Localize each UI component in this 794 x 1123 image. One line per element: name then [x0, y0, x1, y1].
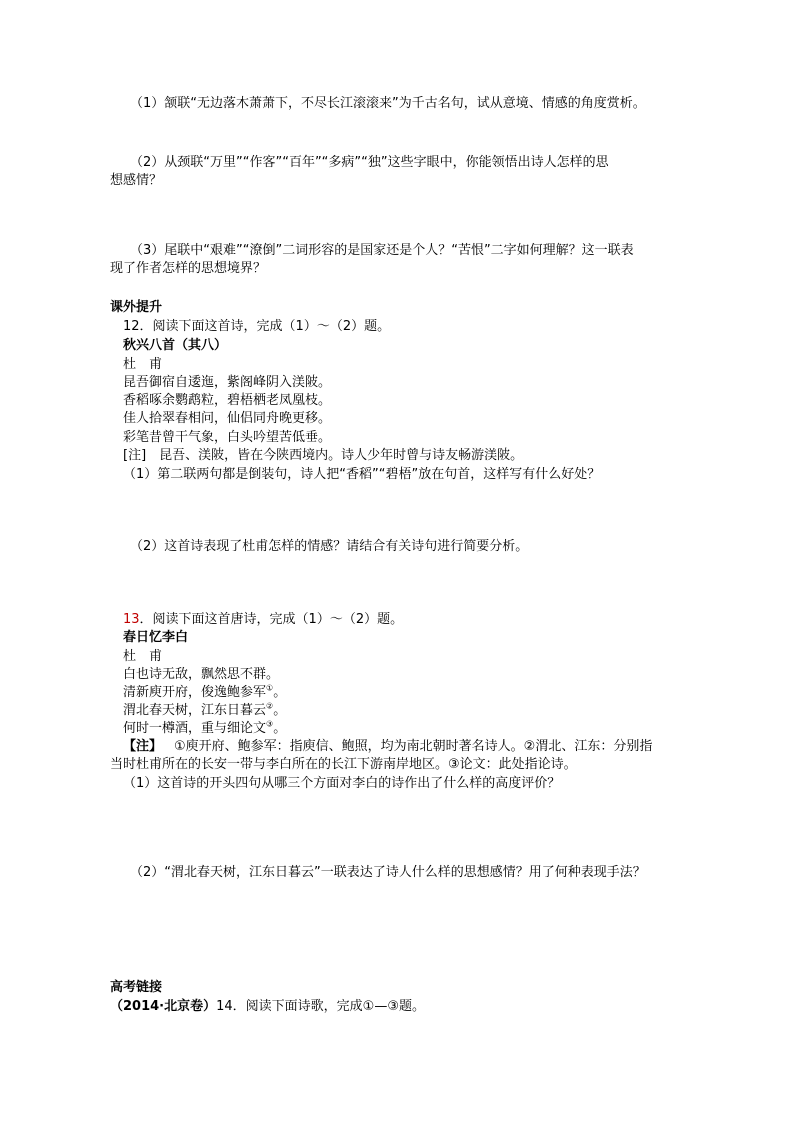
footnote-mark: ②: [266, 701, 274, 711]
q12-sub2: （2）这首诗表现了杜甫怎样的情感？请结合有关诗句进行简要分析。: [130, 539, 529, 554]
footnote-mark: ③: [266, 719, 274, 729]
q13-note-line2: 当时杜甫所在的长安一带与李白所在的长江下游南岸地区。③论文：此处指论诗。: [110, 757, 577, 772]
q13-poem-line: [123, 720, 286, 738]
q12-poem-line: 香稻啄余鹦鹉粒，碧梧栖老凤凰枝。: [123, 393, 332, 408]
q12-intro: 12．阅读下面这首诗，完成（1）～（2）题。: [123, 319, 391, 334]
q13-note-text: ①庾开府、鲍参军：指庾信、鲍照，均为南北朝时著名诗人。②渭北、江东：分别指: [174, 739, 653, 754]
q12-sub1: （1）第二联两句都是倒装句，诗人把“香稻”“碧梧”放在句首，这样写有什么好处？: [123, 467, 601, 482]
q13-poem-title: 春日忆李白: [123, 630, 189, 645]
q13-poem-author: 杜 甫: [123, 649, 163, 664]
q11-sub1: （1）颔联“无边落木萧萧下，不尽长江滚滚来”为千古名句，试从意境、情感的角度赏析。: [130, 96, 646, 111]
q11-sub3-line1: （3）尾联中“艰难”“潦倒”二词形容的是国家还是个人？“苦恨”二字如何理解？这一联表: [130, 243, 634, 258]
q13-poem-line: [123, 702, 286, 720]
q13-poem-period: 。: [273, 721, 287, 736]
q12-note: [注] 昆吾、渼陂，皆在今陕西境内。诗人少年时曾与诗友畅游渼陂。: [123, 448, 524, 463]
q13-sub1: （1）这首诗的开头四句从哪三个方面对李白的诗作出了什么样的高度评价？: [123, 776, 561, 791]
q12-poem-line: 佳人拾翠春相问，仙侣同舟晚更移。: [123, 411, 332, 426]
q11-sub3-line2: 现了作者怎样的思想境界？: [110, 261, 267, 276]
q14-intro: [110, 998, 425, 1016]
q14-source: （2014·北京卷）: [110, 999, 217, 1014]
q11-sub2-line1: （2）从颈联“万里”“作客”“百年”“多病”“独”这些字眼中，你能领悟出诗人怎样的思: [130, 155, 609, 170]
section-extra-heading: 课外提升: [110, 300, 163, 315]
q12-poem-author: 杜 甫: [123, 357, 163, 372]
q14-intro-text: 14．阅读下面诗歌，完成①—③题。: [216, 999, 425, 1014]
q13-poem-line-text: 清新庾开府，俊逸鲍参军: [123, 685, 267, 700]
q11-sub2-line2: 想感情？: [110, 173, 163, 188]
q12-poem-title: 秋兴八首（其八）: [123, 338, 228, 353]
q13-poem-line: [123, 684, 286, 702]
q13-poem-period: 。: [273, 703, 287, 718]
q13-number: 13: [123, 612, 140, 627]
footnote-mark: ①: [266, 683, 274, 693]
q13-sub2: （2）“渭北春天树，江东日暮云”一联表达了诗人什么样的思想感情？用了何种表现手法？: [130, 865, 646, 880]
q13-poem-period: 。: [273, 685, 287, 700]
q13-poem-line-text: 何时一樽酒，重与细论文: [123, 721, 267, 736]
q12-poem-line: 昆吾御宿自逶迤，紫阁峰阴入渼陂。: [123, 375, 332, 390]
q13-poem-line: 白也诗无敌，飘然思不群。: [123, 667, 280, 682]
q13-intro: [123, 611, 403, 629]
section-exam-heading: 高考链接: [110, 980, 163, 995]
q13-note-line1: [123, 738, 652, 756]
q12-poem-line: 彩笔昔曾干气象，白头吟望苦低垂。: [123, 430, 332, 445]
q13-note-label: 【注】: [123, 739, 163, 754]
q13-intro-text: ．阅读下面这首唐诗，完成（1）～（2）题。: [139, 612, 404, 627]
q13-poem-line-text: 渭北春天树，江东日暮云: [123, 703, 267, 718]
